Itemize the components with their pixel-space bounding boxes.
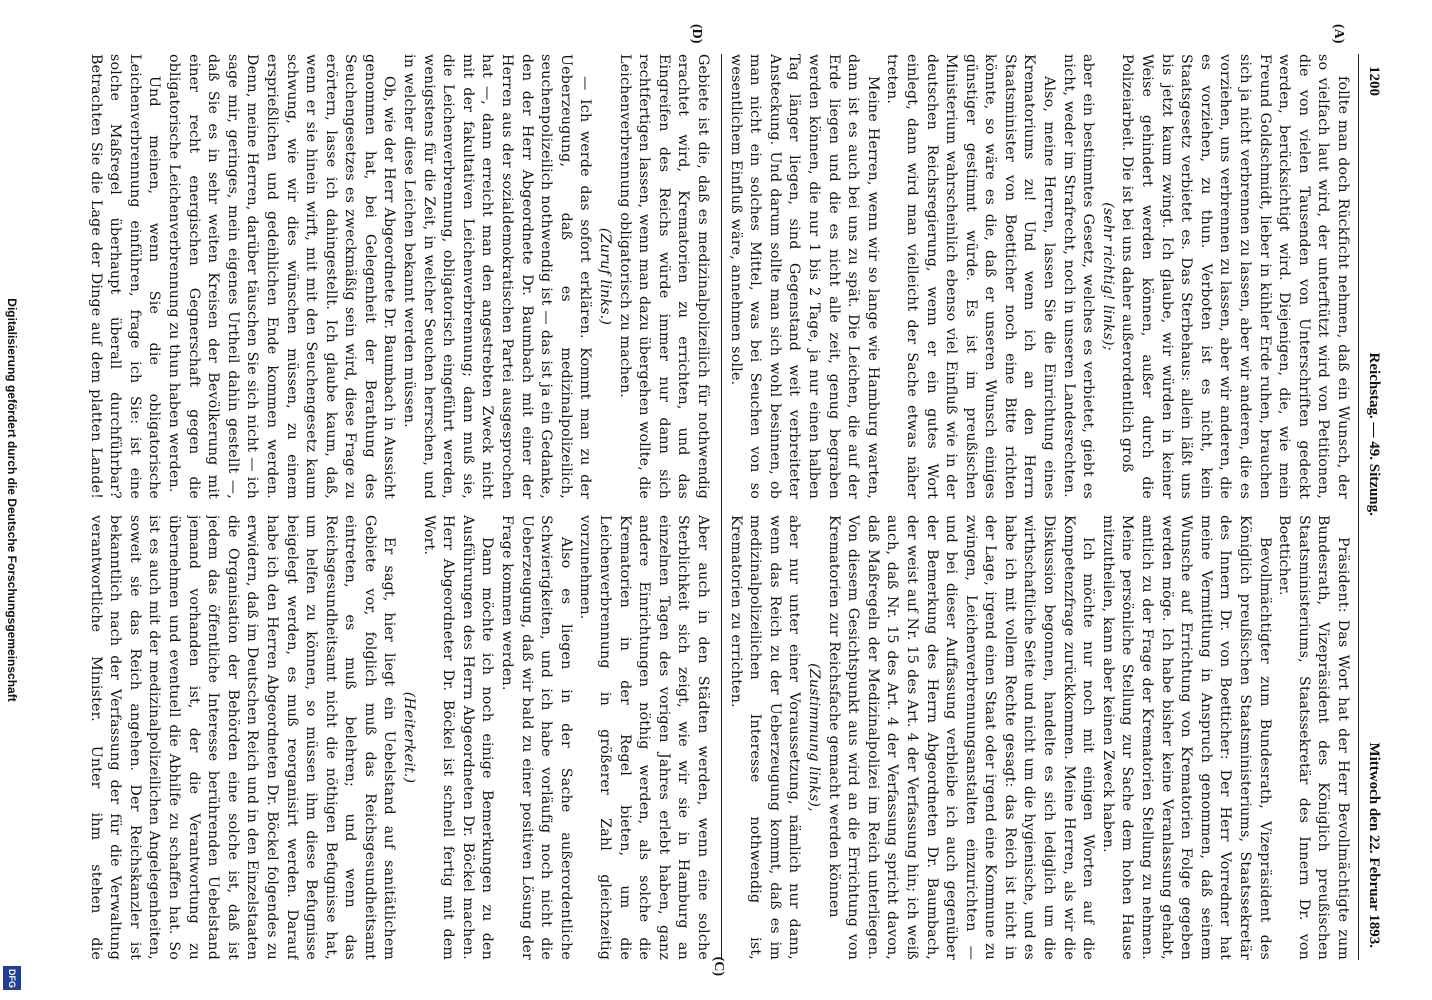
paragraph: Also, meine Herren, lassen Sie die Einrichtung eines Krematoriums zu! Und wenn ich an den Herrn Staatsminister von Boetticher noch eine Bitte richten könnte, so wäre es die, daß er unseren Wunsch einiges günstiger gestimmt würde. Es ist im preußischen Ministerium wahrscheinlich ebenso viel Einfluß wie in der deutschen Reichsregierung, wenn er ein gutes Wort einlegt, dann wird man vielleicht der Sache etwas näher treten. bbox=[884, 54, 1058, 499]
paragraph: Aber auch in den Städten werden, wenn eine solche Sterblichkeit sich zeigt, wie wir sie in Hamburg an einzelnen Tagen des vorigen Jahres erlebt haben, ganz andere Einrichtungen nöthig werden, als solche die Krematorien in der Regel bieten, um die Leichenverbrennung in größerer Zahl gleichzeitig vorzunehmen. bbox=[577, 515, 711, 960]
margin-marker-d: (D) bbox=[689, 24, 704, 44]
section-divider bbox=[721, 54, 722, 960]
column-upper-right bbox=[728, 515, 1352, 960]
running-date: Mittwoch den 22. Februar 1893. bbox=[1366, 742, 1382, 948]
page-body bbox=[50, 24, 1352, 976]
column-lower-right bbox=[88, 515, 712, 960]
interjection: (Heiterkeit.) bbox=[401, 691, 418, 784]
paragraph: Gebiete ist die, daß es medizinalpolizeilich für nothwendig erachtet wird, Krematorien zu errichten, und das Eingreifen des Reichs würde immer nur dann sich rechtfertigen lassen, wenn man dazu übergehen wollte, die Leichenverbrennung obligatorisch zu machen. bbox=[616, 54, 711, 499]
upper-half bbox=[728, 24, 1352, 960]
running-head bbox=[1358, 54, 1382, 960]
margin-marker-a: (A) bbox=[1331, 24, 1346, 44]
paragraph: Meine Herren, wenn wir so lange wie Hamburg warten, dann ist es auch bei uns zu spät. Die Leichen, die auf der Erde liegen und die es nicht alle zeit, genug begraben werden können, die nur 1 bis 2 Tage, ja nur einen halben Tag länger liegen, sind Gegenstand weit verbreiteter Ansteckung. Und darum sollte man sich wohl besinnen, ob man nicht ein solches Mittel, was bei Seuchen von so wesentlichem Einfluß wäre, annehmen solle. bbox=[728, 54, 881, 499]
paragraph: Dann möchte ich noch einige Bemerkungen zu den Ausführungen des Herrn Abgeordneten Dr. Böckel machen. Herr Abgeordneter Dr. Böckel ist schnell fertig mit dem Wort. bbox=[420, 515, 496, 960]
paragraph: Ich möchte nur noch mit einigen Worten auf die Kompetenzfrage zurückkommen. Meine Herren, als wir die Diskussion begonnen, handelte es sich lediglich um die wirthschaftliche Seite und nicht um die hygienische, und es habe ich mit vollem Rechte gesagt: das Reich ist nicht in der Lage, irgend einen Staat oder irgend eine Kommune zu zwingen, Leichenverbrennungsanstalten einzurichten — und bei dieser Auffassung verbleibe ich auch gegenüber der Bemerkung des Herrn Abgeordneten Dr. Baumbach, der weist auf Nr. 15 des Art. 4 der Verfassung hin; ich weiß auch, daß Nr. 15 des Art. 4 der Verfassung spricht davon, daß Maßregeln der Medizinalpolizei im Reich unterliegen. Von diesem Gesichtspunkt aus wird an die Errichtung von Krematorien zur Reichsfache gemacht werden können bbox=[825, 515, 1097, 960]
paragraph: Ob, wie der Herr Abgeordnete Dr. Baumbach in Aussicht genommen hat, bei Gelegenheit der Berathung des Seuchengesetzes es zweckmäßig sein wird, diese Frage zu erörtern, lasse ich dahingestellt. Ich glaube kaum, daß, wenn er sie hinein wirft, mit mit den Seuchengesetz kaum schwung, wie wir dies wünschen müssen, zu einem ersprießlichen und gedeihlichen Ende kommen werden. Denn, meine Herren, darüber täuschen Sie sich nicht — ich sage mir, geringes, mein eigenes Urtheil dahin gestellt —, daß Sie es in sehr weiten Kreisen der Bevölkerung mit einer recht energischen Gegnerschaft gegen die obligatorische Leichenverbrennung zu thun haben werden. bbox=[165, 54, 398, 499]
page-number: 1200 bbox=[1366, 66, 1382, 96]
interjection: (Zustimmung links), bbox=[805, 663, 822, 812]
paragraph: follte man doch Rückficht nehmen, daß ein Wunsch, der so vielfach laut wird, der unterftützt wird von Petitionen, die von vielen Tausenden von Unterschriften gedeckt werden, berücksichtigt wird. Diejenigen, die, wie mein Freund Goldschmidt, lieber in kühler Erde ruhen, brauchen sich ja nicht verbrennen zu lassen, aber wir anderen, die es vorziehen, uns verbrennen zu lassen, aber wir anderen, die es vorziehen, zu thun. Verboten ist es nicht, kein Staatsgesetz verbietet es. Das Sterbehaus: allein läßt uns bis jetzt kaum zwingt. Ich glaube, wir würden in keiner Weise gehindert werden können, außer durch die Polizeiarbeit. Die ist bei uns daher außerordentlich groß bbox=[1119, 54, 1351, 499]
dfg-logo-icon: DFG bbox=[3, 966, 21, 990]
margin-marker-c: (C) bbox=[711, 956, 726, 976]
digitization-credit bbox=[0, 0, 24, 1000]
paragraph: — Ich werde das sofort erklären. Kommt man zu der Ueberzeugung, daß es medizinalpolizeilich, seuchenpolizeilich nothwendig ist — das ist ja ein Gedanke, den der Herr Abgeordnete Dr. Baumbach mit einer der Herren aus der sozialdemokratischen Partei ausgesprochen hat —, dann erreicht man den angestrebten Zweck nicht mit der fakultativen Leichenverbrennung; dann muß sie, die Leichenverbrennung, obligatorisch eingeführt werden, wenigstens für die Zeit, in welcher Seuchen herrschen, und in welcher diese Leichen bekannt werden müssen. bbox=[401, 54, 594, 499]
lower-half bbox=[88, 24, 726, 976]
paragraph: Präsident: Das Wort hat der Herr Bevollmächtigte zum Bundesrath, Vizepräsident des Königlich preußischen Staatsministeriums, Staatssekretär des Innern Dr. von Boetticher. bbox=[1276, 515, 1351, 960]
paragraph: Also es liegen in der Sache außerordentliche Schwierigkeiten, und ich habe vorläufig noch nicht die Ueberzeugung, daß wir bald zu einer positiven Lösung der Frage kommen werden. bbox=[499, 515, 574, 960]
scanned-page bbox=[36, 20, 1396, 980]
credit-text: Digitalisierung gefördert durch die Deutsche Forschungsgemeinschaft bbox=[5, 298, 19, 702]
paragraph: aber nur unter einer Voraussetzung, nämlich nur dann, wenn das Reich zu der Ueberzeugung kommt, daß es im medizinalpolizeilichen Interesse nothwendig ist, Krematorien zu errichten. bbox=[728, 515, 803, 960]
paragraph: Er sagt, hier liegt ein Uebelstand auf sanitätlichem Gebiete vor, folglich muß das Reichsgesundheitsamt eintreten, es muß belehren; und wenn das Reichsgesundheitsamt nicht die nöthigen Befugnisse hat, um helfen zu können, so müssen ihm diese Befugnisse beigelegt werden, es muß reorganisirt werden. Darauf habe ich den Herren Abgeordneten Dr. Böckel folgendes zu erwidern, daß im Deutschen Reich und in den Einzelstaaten die Organisation der Behörden eine solche ist, daß ist jedem das öffentliche Interesse berührenden Uebelstand jemand vorhanden ist, der die Verantwortung zu übernehmen und eventuell die Abhilfe zu schaffen hat. So ist es auch mit der medizinalpolizeilichen Angelegenheiten, soweit sie das Reich angehen. Der Reichskanzler ist bekanntlich nach der Verfassung der für die Verwaltung verantwortliche Minister. Unter ihm stehen die bbox=[88, 515, 398, 960]
running-title: Reichstag. — 49. Sitzung. bbox=[1366, 352, 1382, 516]
paragraph: aber ein bestimmtes Gesetz, welches es verbietet, giebt es nicht, weder im Strafrecht, noch in unseren Landesrechten. bbox=[1060, 54, 1097, 499]
interjection: (Zuruf links.) bbox=[597, 227, 614, 326]
column-upper-left bbox=[728, 54, 1352, 499]
interjection: (sehr richtig! links); bbox=[1099, 202, 1116, 351]
paragraph: Bevollmächtigter zum Bundesrath, Vizepräsident des Königlich preußischen Staatsministeriums, Staatssekretär des Innern Dr. von Boetticher: Der Herr Vorredner hat meine Vermittlung in Anspruch genommen, daß seinem Wunsche auf Errichtung von Krematorien Folge gegeben werden möge. Ich habe bisher keine Veranlassung gehabt, amtlich zu der Frage der Krematorien Stellung zu nehmen. Meine persönliche Stellung zur Sache dem hohen Hause mitzutheilen, kann aber keinen Zweck haben. bbox=[1099, 515, 1273, 960]
column-lower-left bbox=[88, 54, 712, 499]
paragraph: Und meinen, wenn Sie die obligatorische Leichenverbrennung einführen, frage ich Sie: ist eine solche Maßregel überhaupt überall durchführbar? Betrachten Sie die Lage der Dinge auf dem platten Lande! bbox=[88, 54, 163, 499]
